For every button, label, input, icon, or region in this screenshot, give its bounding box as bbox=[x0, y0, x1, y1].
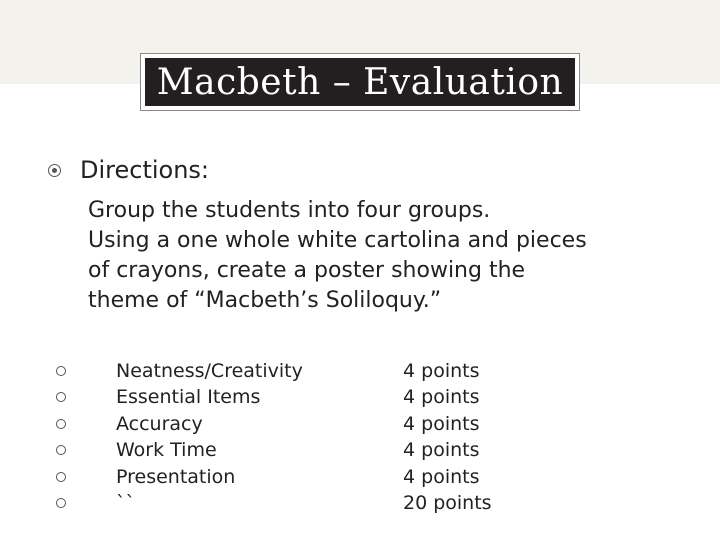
rubric-item-points: 4 points bbox=[403, 465, 480, 488]
rubric-item-points: 20 points bbox=[403, 491, 492, 514]
rubric-item-label: Accuracy bbox=[116, 412, 203, 435]
rubric-item bbox=[56, 358, 536, 384]
title-frame bbox=[140, 53, 580, 111]
rubric-item bbox=[56, 490, 536, 516]
rubric-item bbox=[56, 411, 536, 437]
rubric-item-label: `` bbox=[116, 491, 135, 514]
rubric-item-points: 4 points bbox=[403, 412, 480, 435]
rubric-item-label: Essential Items bbox=[116, 386, 261, 409]
circle-bullet-icon bbox=[56, 419, 66, 429]
rubric-item-label: Work Time bbox=[116, 439, 217, 462]
directions-line: of crayons, create a poster showing the bbox=[88, 258, 526, 283]
rubric-list bbox=[56, 358, 536, 516]
directions-label: Directions: bbox=[80, 156, 210, 184]
directions-line: Using a one whole white cartolina and pieces bbox=[88, 228, 587, 253]
rubric-item-points: 4 points bbox=[403, 439, 480, 462]
circle-bullet-icon bbox=[56, 498, 66, 508]
rubric-item bbox=[56, 384, 536, 410]
rubric-item-label: Neatness/Creativity bbox=[116, 360, 303, 382]
directions-line: theme of “Macbeth’s Soliloquy.” bbox=[88, 288, 442, 313]
rubric-item-points: 4 points bbox=[403, 360, 480, 382]
circle-bullet-icon bbox=[56, 366, 66, 376]
rubric-item-points: 4 points bbox=[403, 386, 480, 409]
directions-bullet-icon bbox=[48, 164, 61, 177]
circle-bullet-icon bbox=[56, 472, 66, 482]
directions-line: Group the students into four groups. bbox=[88, 198, 491, 223]
circle-bullet-icon bbox=[56, 392, 66, 402]
directions-text bbox=[88, 196, 587, 316]
slide-title: Macbeth – Evaluation bbox=[145, 58, 575, 106]
rubric-item bbox=[56, 437, 536, 463]
rubric-item-label: Presentation bbox=[116, 465, 236, 488]
circle-bullet-icon bbox=[56, 445, 66, 455]
rubric-item bbox=[56, 464, 536, 490]
